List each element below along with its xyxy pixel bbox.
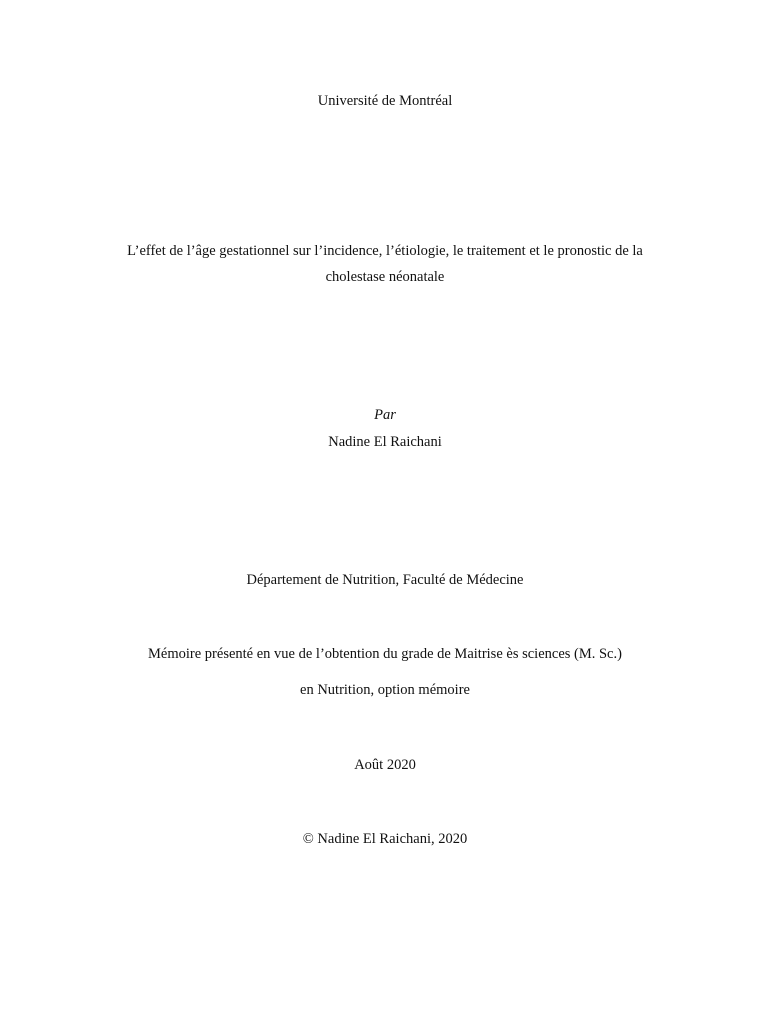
department: Département de Nutrition, Faculté de Médecine (246, 572, 524, 588)
by-label: Par (374, 407, 396, 423)
thesis-title-line-2: cholestase néonatale (325, 269, 445, 285)
degree-line-2: en Nutrition, option mémoire (300, 682, 470, 698)
university-name: Université de Montréal (317, 93, 453, 109)
submission-date: Août 2020 (354, 757, 416, 773)
thesis-title-line-1: L’effet de l’âge gestationnel sur l’incidence, l’étiologie, le traitement et le pronostic de la (127, 243, 643, 259)
copyright-notice: © Nadine El Raichani, 2020 (302, 831, 468, 847)
degree-line-1: Mémoire présenté en vue de l’obtention du grade de Maitrise ès sciences (M. Sc.) (148, 646, 622, 662)
author-name: Nadine El Raichani (328, 434, 442, 450)
